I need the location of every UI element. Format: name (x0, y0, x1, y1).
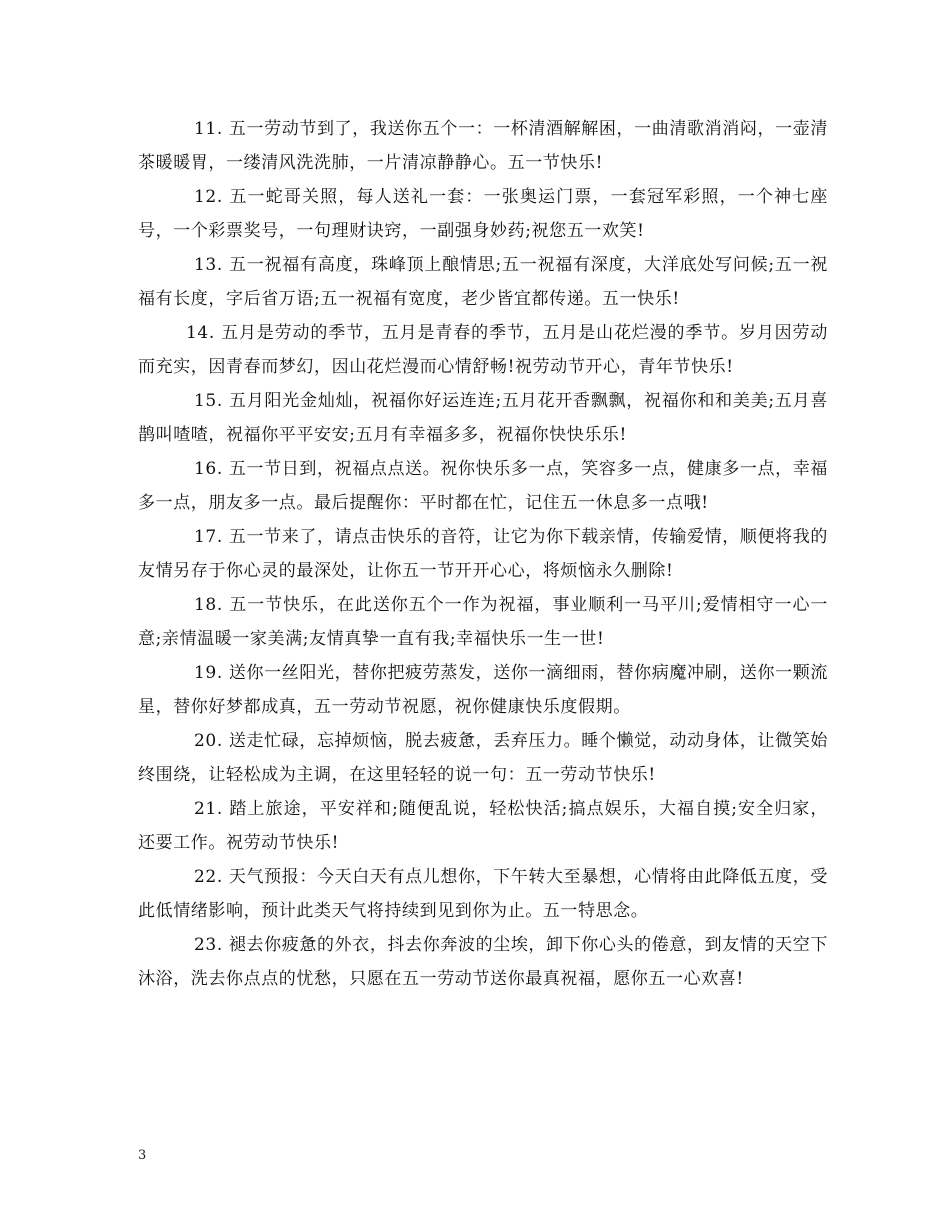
paragraph-15: 15. 五月阳光金灿灿，祝福你好运连连;五月花开香飘飘，祝福你和和美美;五月喜鹊叫喳喳，祝福你平平安安;五月有幸福多多，祝福你快快乐乐! (138, 391, 828, 445)
paragraph-17: 17. 五一节来了，请点击快乐的音符，让它为你下载亲情，传输爱情，顺便将我的友情另存于你心灵的最深处，让你五一节开开心心，将烦恼永久删除! (138, 527, 828, 581)
paragraph-19: 19. 送你一丝阳光，替你把疲劳蒸发，送你一滴细雨，替你病魔冲刷，送你一颗流星，替你好梦都成真，五一劳动节祝愿，祝你健康快乐度假期。 (138, 663, 828, 717)
paragraph-16: 16. 五一节日到，祝福点点送。祝你快乐多一点，笑容多一点，健康多一点，幸福多一点，朋友多一点。最后提醒你：平时都在忙，记住五一休息多一点哦! (138, 459, 828, 513)
page-number: 3 (138, 1148, 147, 1163)
paragraph-14: 14. 五月是劳动的季节，五月是青春的季节，五月是山花烂漫的季节。岁月因劳动而充实，因青春而梦幻，因山花烂漫而心情舒畅!祝劳动节开心，青年节快乐! (138, 323, 828, 377)
paragraph-22: 22. 天气预报：今天白天有点儿想你，下午转大至暴想，心情将由此降低五度，受此低情绪影响，预计此类天气将持续到见到你为止。五一特思念。 (138, 867, 828, 921)
paragraph-18: 18. 五一节快乐，在此送你五个一作为祝福，事业顺利一马平川;爱情相守一心一意;亲情温暖一家美满;友情真挚一直有我;幸福快乐一生一世! (138, 595, 828, 649)
paragraph-20: 20. 送走忙碌，忘掉烦恼，脱去疲惫，丢弃压力。睡个懒觉，动动身体，让微笑始终围绕，让轻松成为主调，在这里轻轻的说一句：五一劳动节快乐! (138, 731, 828, 785)
paragraph-21: 21. 踏上旅途，平安祥和;随便乱说，轻松快活;搞点娱乐，大福自摸;安全归家，还要工作。祝劳动节快乐! (138, 799, 828, 853)
document-body (138, 112, 828, 996)
paragraph-11: 11. 五一劳动节到了，我送你五个一：一杯清酒解解困，一曲清歌消消闷，一壶清茶暖暖胃，一缕清风洗洗肺，一片清凉静静心。五一节快乐! (138, 119, 828, 173)
paragraph-23: 23. 褪去你疲惫的外衣，抖去你奔波的尘埃，卸下你心头的倦意，到友情的天空下沐浴，洗去你点点的忧愁，只愿在五一劳动节送你最真祝福，愿你五一心欢喜! (138, 935, 828, 989)
paragraph-13: 13. 五一祝福有高度，珠峰顶上酿情思;五一祝福有深度，大洋底处写问候;五一祝福有长度，字后省万语;五一祝福有宽度，老少皆宜都传递。五一快乐! (138, 255, 828, 309)
paragraph-12: 12. 五一蛇哥关照，每人送礼一套：一张奥运门票，一套冠军彩照，一个神七座号，一个彩票奖号，一句理财诀窍，一副强身妙药;祝您五一欢笑! (138, 187, 828, 241)
